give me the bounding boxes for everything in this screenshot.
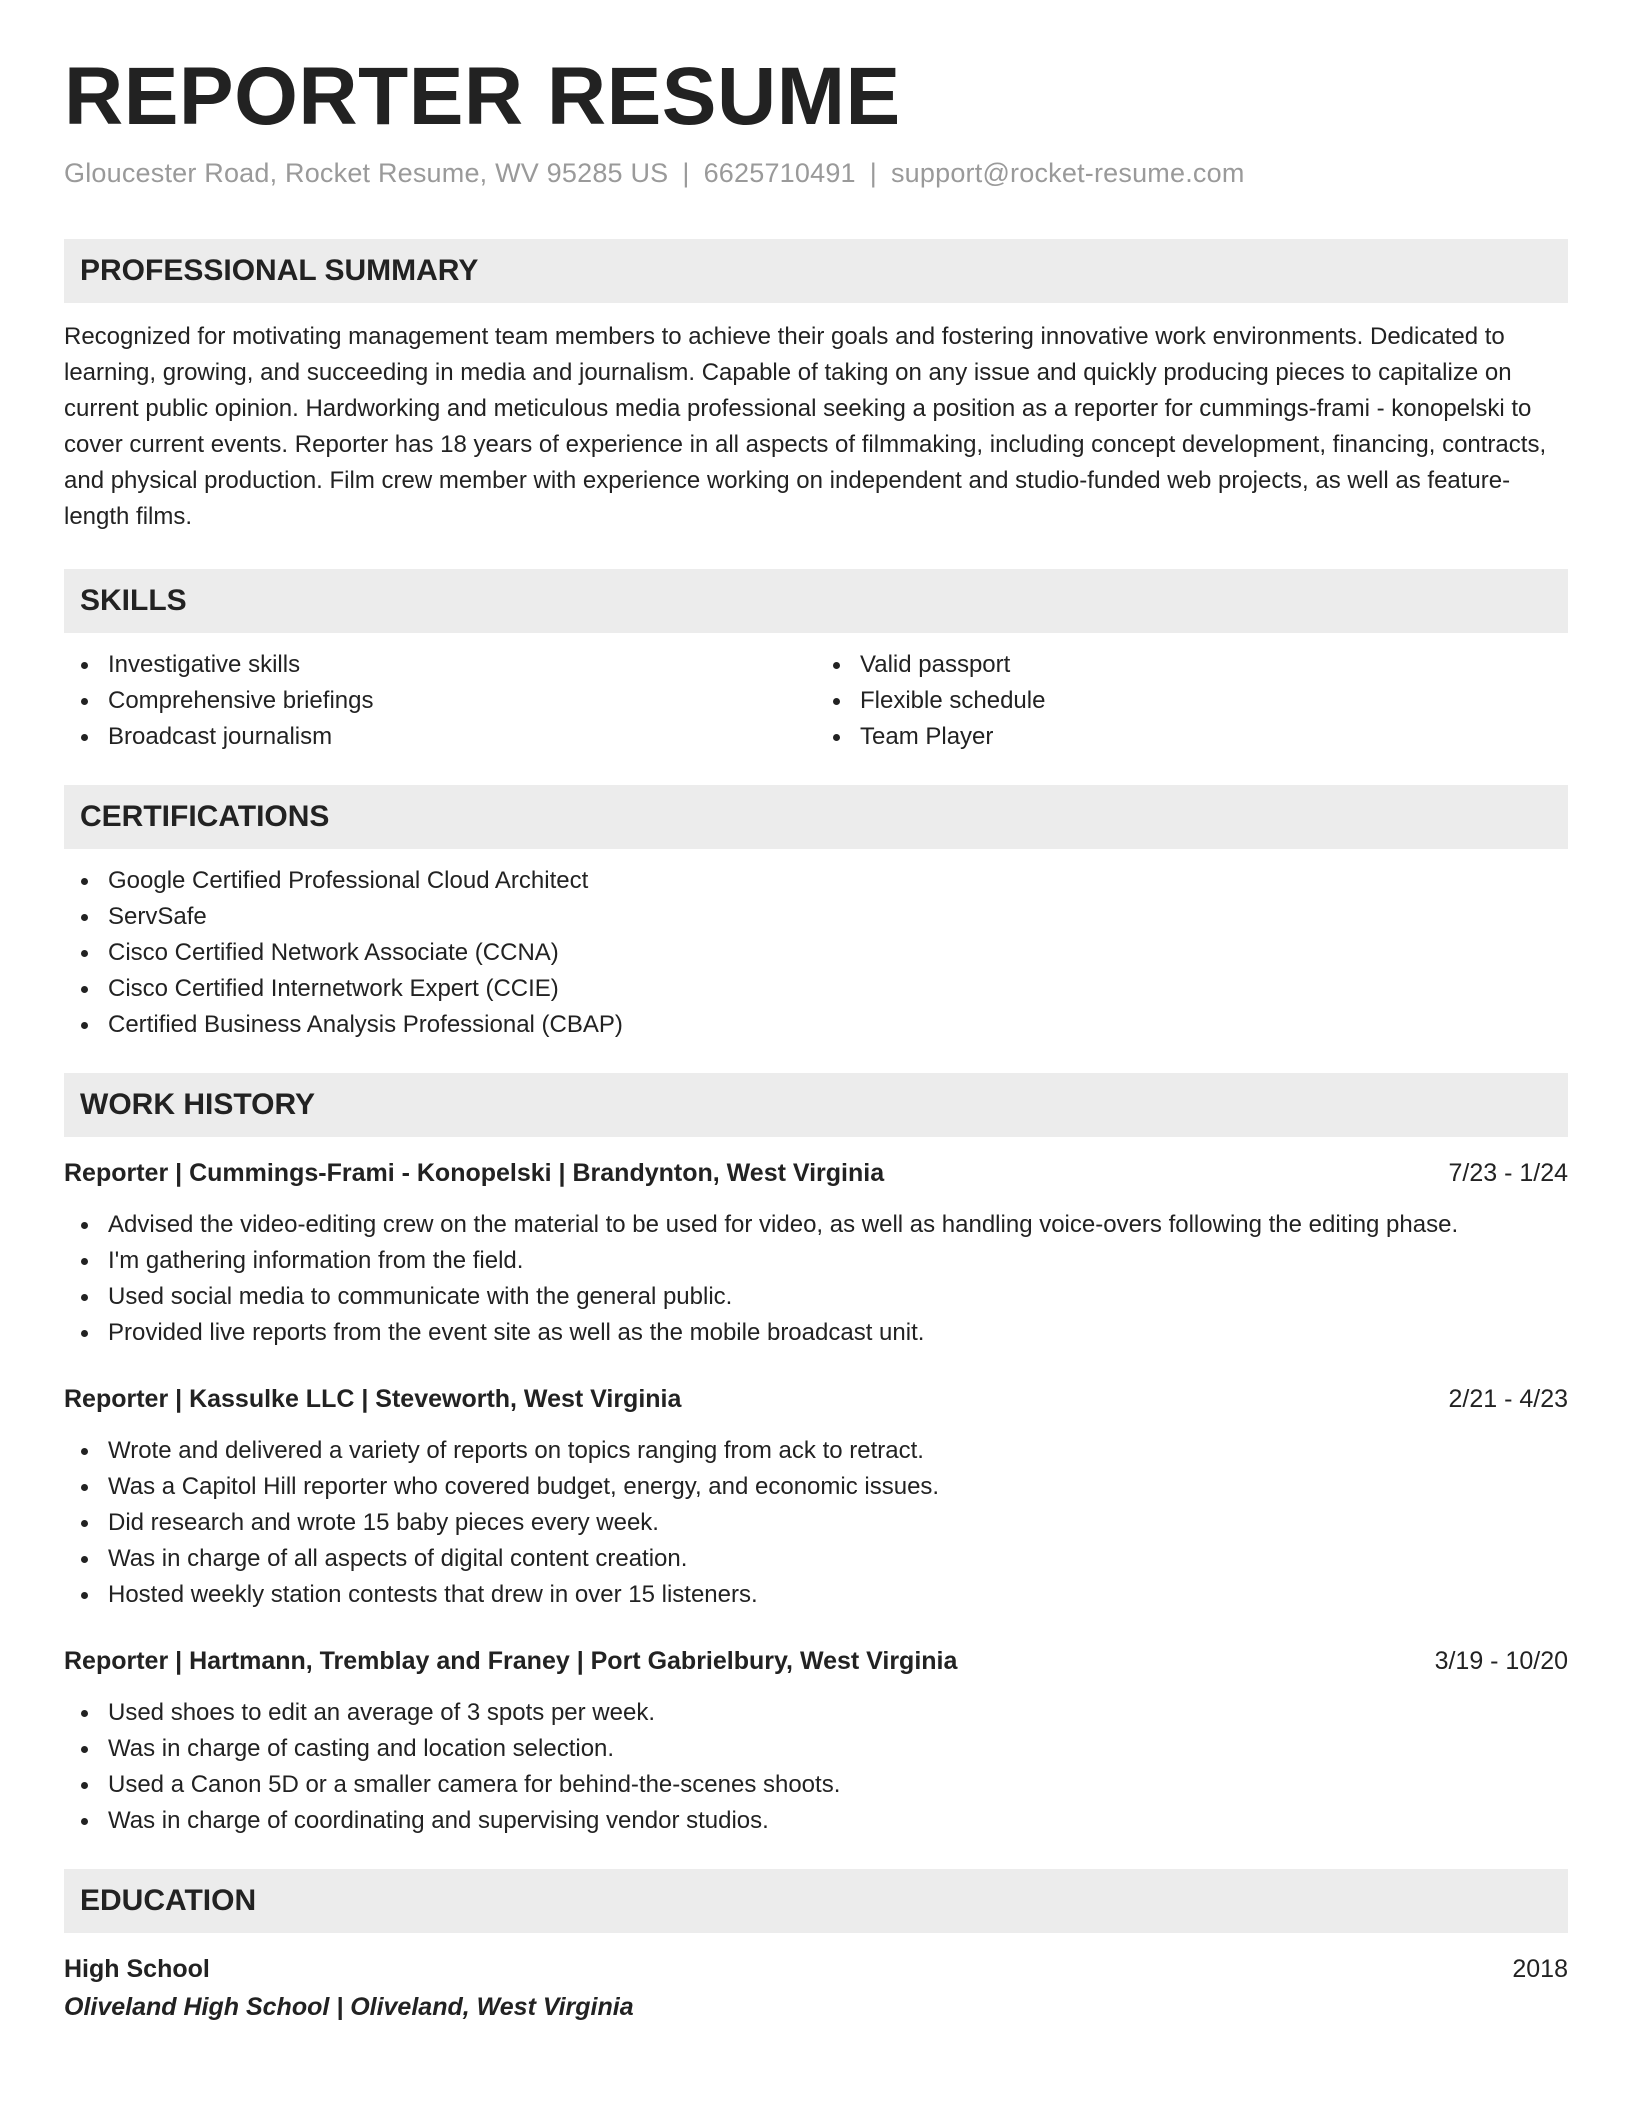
section-heading-summary: PROFESSIONAL SUMMARY [64, 239, 1568, 303]
education-entry [64, 1951, 1568, 2027]
job-bullet: Advised the video-editing crew on the material to be used for video, as well as handling voice-overs following the editing phase. [64, 1207, 1568, 1243]
education-header [64, 1951, 1568, 1987]
section-heading-certifications: CERTIFICATIONS [64, 785, 1568, 849]
skills-column-right [816, 633, 1568, 755]
certification-item: Cisco Certified Network Associate (CCNA) [64, 935, 1568, 971]
education-year: 2018 [1512, 1955, 1568, 1984]
section-heading-skills: SKILLS [64, 569, 1568, 633]
job-bullets [64, 1433, 1568, 1613]
certification-item: ServSafe [64, 899, 1568, 935]
summary-text: Recognized for motivating management team members to achieve their goals and fostering innovative work environments. Dedicated to learning, growing, and succeeding in media and journalism. Capable of taking on any issue and quickly producing pieces to capitalize on current public opinion. Hardworking and meticulous media professional seeking a position as a reporter for cummings-frami - konopelski to cover current events. Reporter has 18 years of experience in all aspects of filmmaking, including concept development, financing, contracts, and physical production. Film crew member with experience working on independent and studio-funded web projects, as well as feature-length films. [64, 323, 1547, 531]
certification-item: Google Certified Professional Cloud Architect [64, 863, 1568, 899]
job-title: Reporter | Cummings-Frami - Konopelski | Brandynton, West Virginia [64, 1159, 885, 1188]
contact-email[interactable]: support@rocket-resume.com [890, 158, 1245, 189]
education-school: Oliveland High School | Oliveland, West Virginia [64, 1993, 634, 2022]
job-bullet: I'm gathering information from the field. [64, 1243, 1568, 1279]
skill-item: Flexible schedule [816, 683, 1568, 719]
job-bullet: Wrote and delivered a variety of reports on topics ranging from ack to retract. [64, 1433, 1568, 1469]
job-entry [64, 1643, 1568, 1839]
job-bullet: Did research and wrote 15 baby pieces every week. [64, 1505, 1568, 1541]
job-bullet: Was in charge of all aspects of digital content creation. [64, 1541, 1568, 1577]
job-bullet: Used social media to communicate with the general public. [64, 1279, 1568, 1315]
job-dates: 2/21 - 4/23 [1448, 1385, 1568, 1414]
job-bullet: Hosted weekly station contests that drew in over 15 listeners. [64, 1577, 1568, 1613]
contact-phone: 6625710491 [703, 158, 856, 189]
certification-item: Cisco Certified Internetwork Expert (CCIE) [64, 971, 1568, 1007]
job-bullet: Used shoes to edit an average of 3 spots per week. [64, 1695, 1568, 1731]
job-bullet: Used a Canon 5D or a smaller camera for behind-the-scenes shoots. [64, 1767, 1568, 1803]
contact-line [64, 158, 1568, 189]
resume-title: REPORTER RESUME [64, 51, 901, 142]
skill-item: Team Player [816, 719, 1568, 755]
skill-item: Investigative skills [64, 647, 816, 683]
job-bullet: Was in charge of coordinating and supervising vendor studios. [64, 1803, 1568, 1839]
contact-separator: | [682, 158, 690, 189]
job-header [64, 1155, 1568, 1191]
job-bullet: Provided live reports from the event site as well as the mobile broadcast unit. [64, 1315, 1568, 1351]
job-header [64, 1381, 1568, 1417]
job-dates: 7/23 - 1/24 [1448, 1159, 1568, 1188]
skills-list [64, 633, 1568, 755]
job-bullets [64, 1695, 1568, 1839]
section-heading-education: EDUCATION [64, 1869, 1568, 1933]
job-bullets [64, 1207, 1568, 1351]
job-dates: 3/19 - 10/20 [1434, 1647, 1568, 1676]
job-entry [64, 1381, 1568, 1613]
job-bullet: Was a Capitol Hill reporter who covered budget, energy, and economic issues. [64, 1469, 1568, 1505]
contact-separator: | [869, 158, 877, 189]
certifications-list [64, 863, 1568, 1043]
skill-item: Valid passport [816, 647, 1568, 683]
skill-item: Broadcast journalism [64, 719, 816, 755]
job-title: Reporter | Kassulke LLC | Steveworth, West Virginia [64, 1385, 682, 1414]
job-entry [64, 1155, 1568, 1351]
job-title: Reporter | Hartmann, Tremblay and Franey | Port Gabrielbury, West Virginia [64, 1647, 958, 1676]
skills-column-left [64, 633, 816, 755]
contact-address: Gloucester Road, Rocket Resume, WV 95285 US [64, 158, 669, 189]
section-heading-work-history: WORK HISTORY [64, 1073, 1568, 1137]
education-degree: High School [64, 1955, 210, 1984]
job-header [64, 1643, 1568, 1679]
skill-item: Comprehensive briefings [64, 683, 816, 719]
certification-item: Certified Business Analysis Professional (CBAP) [64, 1007, 1568, 1043]
job-bullet: Was in charge of casting and location selection. [64, 1731, 1568, 1767]
